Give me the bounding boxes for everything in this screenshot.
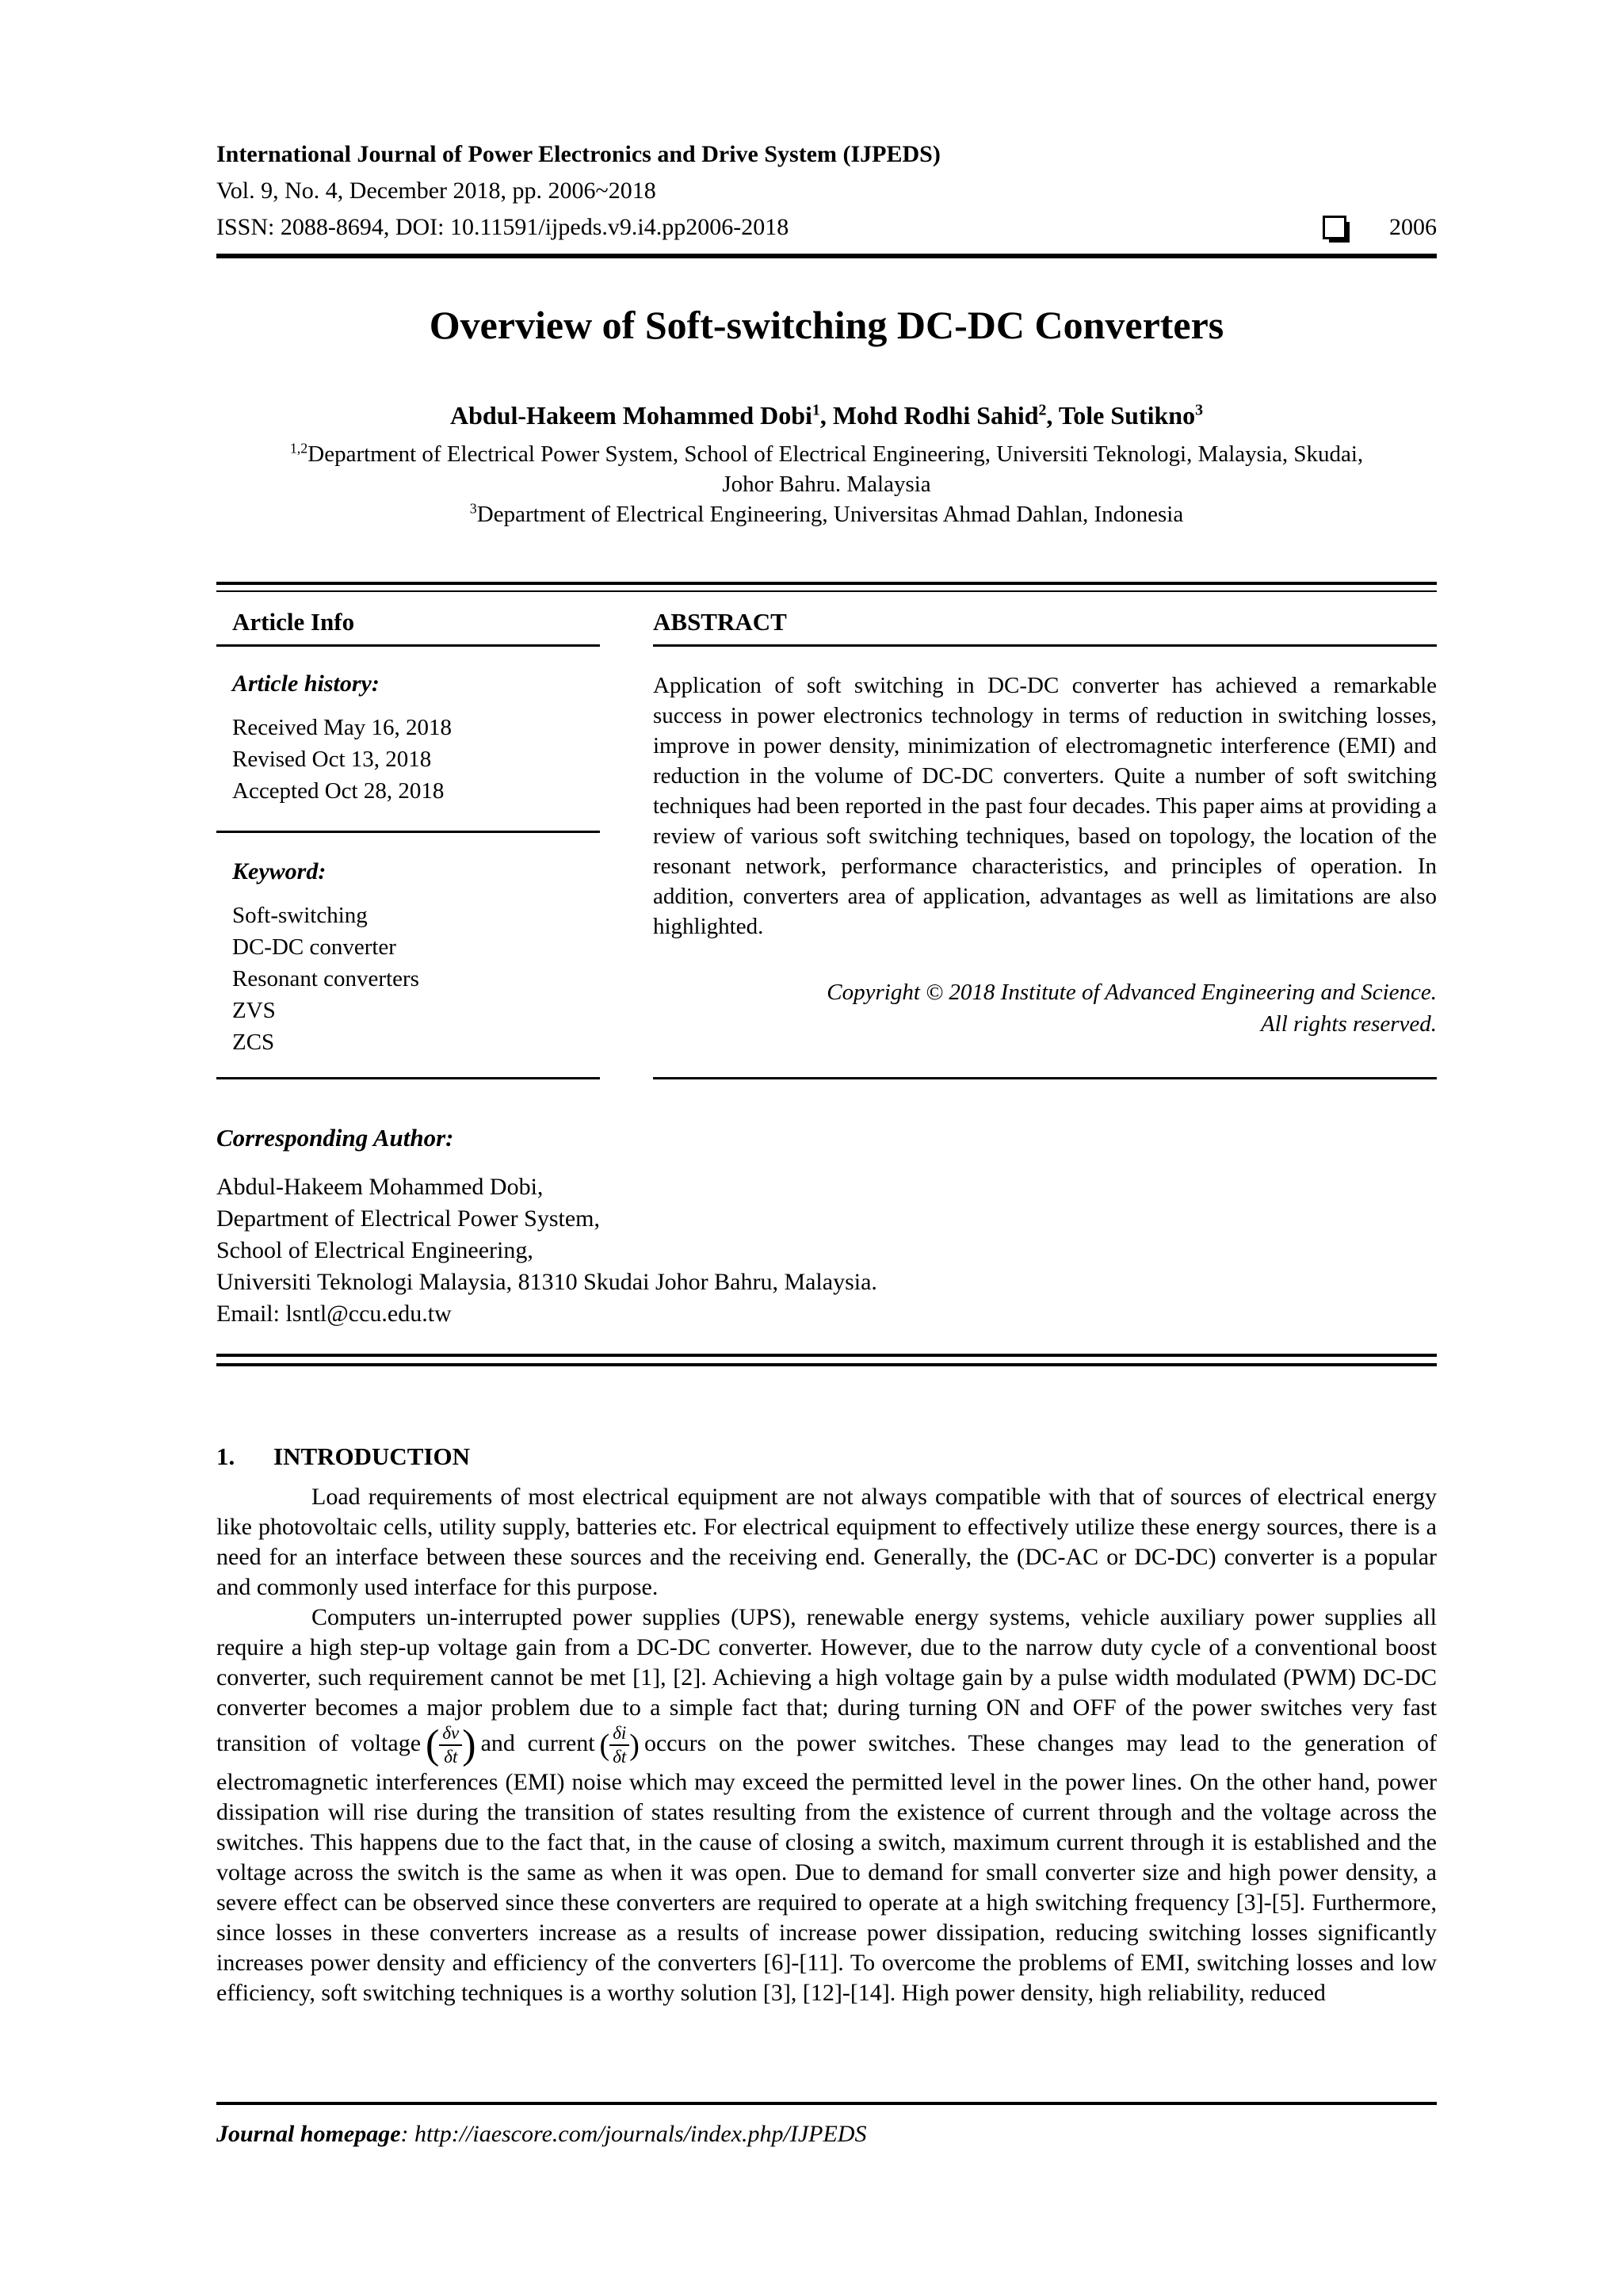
affiliation-text: Department of Electrical Power System, School of Electrical Engineering, Universiti Teknologi, Malaysia, Skudai, bbox=[307, 441, 1364, 467]
fraction-denominator: δt bbox=[613, 1747, 627, 1767]
paper-title: Overview of Soft-switching DC-DC Converters bbox=[429, 303, 1224, 347]
delta-i-over-delta-t-fraction bbox=[609, 1723, 629, 1767]
delta-v-over-delta-t-fraction bbox=[439, 1723, 462, 1767]
history-item-accepted: Accepted Oct 28, 2018 bbox=[232, 778, 445, 804]
article-info-column bbox=[216, 592, 600, 1079]
journal-name: International Journal of Power Electronics and Drive System (IJPEDS) bbox=[216, 141, 941, 167]
page-footer bbox=[216, 2102, 1437, 2148]
affiliation-text: Department of Electrical Engineering, Universitas Ahmad Dahlan, Indonesia bbox=[476, 502, 1184, 527]
keyword-item: DC-DC converter bbox=[232, 934, 396, 960]
author-superscript: 3 bbox=[1195, 401, 1203, 419]
keyword-list bbox=[216, 900, 600, 1077]
corresponding-author-details bbox=[216, 1171, 1437, 1330]
article-history-label: Article history: bbox=[232, 670, 380, 697]
journal-homepage-line bbox=[216, 2121, 1437, 2148]
issn-doi-line: ISSN: 2088-8694, DOI: 10.11591/ijpeds.v9.i4.pp2006-2018 bbox=[216, 214, 789, 240]
corresponding-author-university: Universiti Teknologi Malaysia, 81310 Skudai Johor Bahru, Malaysia. bbox=[216, 1269, 877, 1295]
author-separator: , bbox=[1046, 401, 1059, 430]
corresponding-author-heading: Corresponding Author: bbox=[216, 1124, 454, 1152]
close-paren: ) bbox=[462, 1722, 476, 1767]
intro-paragraph-1: Load requirements of most electrical equipment are not always compatible with that of sources of electrical energy like photovoltaic cells, utility supply, batteries etc. For electrical equipment to effectively utilize these energy sources, there is a need for an interface between these sources and the receiving end. Generally, the (DC-AC or DC-DC) converter is a popular and commonly used interface for this purpose. bbox=[216, 1484, 1437, 1600]
author-superscript: 1 bbox=[812, 401, 820, 419]
affiliation-1-line-2 bbox=[216, 469, 1437, 499]
journal-homepage-url: http://iaescore.com/journals/index.php/IJPEDS bbox=[414, 2121, 867, 2147]
paragraph-text: and current bbox=[480, 1729, 595, 1756]
journal-homepage-label: Journal homepage bbox=[216, 2121, 401, 2147]
journal-homepage-separator: : bbox=[400, 2121, 415, 2147]
corresponding-author-name: Abdul-Hakeem Mohammed Dobi, bbox=[216, 1174, 544, 1200]
copyright-notice bbox=[653, 976, 1437, 1062]
header-rule bbox=[216, 254, 1437, 258]
affiliation-2 bbox=[216, 499, 1437, 529]
column-gutter bbox=[600, 592, 653, 1079]
paragraph-text: occurs on the power switches. These changes may lead to the generation of electromagnetic interferences (EMI) noise which may exceed the permitted level in the power lines. On the other hand, power dissipation will rise during the transition of states resulting from the existence of current through and the voltage across the switches. This happens due to the fact that, in the cause of closing a switch, maximum current through it is established and the voltage across the switch is the same as when it was open. Due to demand for small converter size and high power density, a severe effect can be observed since these converters are required to operate at a high switching frequency [3]-[5]. Furthermore, since losses in these converters increase as a results of increase power dissipation, reducing switching losses significantly increases power density and efficiency of the converters [6]-[11]. To overcome the problems of EMI, switching losses and low efficiency, soft switching techniques is a worthy solution [3], [12]-[14]. High power density, high reliability, reduced bbox=[216, 1729, 1437, 2006]
section-title: INTRODUCTION bbox=[273, 1442, 471, 1470]
page-content bbox=[216, 0, 1437, 2008]
corresponding-author-section bbox=[216, 1124, 1437, 1366]
table-top-double-rule bbox=[216, 582, 1437, 592]
author-superscript: 2 bbox=[1038, 401, 1047, 419]
page-number: 2006 bbox=[1389, 214, 1437, 240]
page-number-group bbox=[1323, 209, 1437, 246]
fraction-numerator: δi bbox=[609, 1723, 629, 1746]
affiliation-text: Johor Bahru. Malaysia bbox=[722, 472, 931, 497]
author-name: Mohd Rodhi Sahid bbox=[832, 401, 1039, 430]
paragraph-text: Computers un-interrupted power supplies (UPS), renewable energy systems, vehicle auxiliary power supplies all require a high step-up voltage gain from a DC-DC converter. However, due to the narrow duty cycle of a conventional boost converter, such requirement cannot be met [1], [2]. Achieving a high voltage gain by a pulse width modulated (PWM) DC-DC converter becomes a major problem due to a simple fact that; during turning ON and OFF of the power switches very fast transition of voltage bbox=[216, 1604, 1437, 1756]
keyword-item: Resonant converters bbox=[232, 966, 419, 991]
copyright-line-2: All rights reserved. bbox=[1260, 1011, 1437, 1037]
abstract-heading: ABSTRACT bbox=[653, 592, 1437, 647]
keyword-item: ZCS bbox=[232, 1030, 275, 1055]
corresponding-author-school: School of Electrical Engineering, bbox=[216, 1237, 533, 1263]
section-number: 1. bbox=[216, 1442, 235, 1470]
history-item-received: Received May 16, 2018 bbox=[232, 715, 453, 740]
affiliation-1-line-1 bbox=[216, 439, 1437, 469]
open-paren: ( bbox=[599, 1729, 610, 1762]
authors-line bbox=[216, 398, 1437, 433]
article-info-table bbox=[216, 582, 1437, 1079]
issn-doi-row bbox=[216, 209, 1437, 246]
intro-paragraph-2 bbox=[216, 1603, 1437, 2008]
author-name: Abdul-Hakeem Mohammed Dobi bbox=[450, 401, 812, 430]
affiliation-superscript: 1,2 bbox=[289, 440, 308, 457]
page-header bbox=[216, 136, 1437, 258]
corresponding-author-department: Department of Electrical Power System, bbox=[216, 1205, 601, 1232]
fraction-numerator: δv bbox=[439, 1723, 462, 1746]
keyword-label: Keyword: bbox=[232, 858, 327, 884]
keyword-item: Soft-switching bbox=[232, 903, 368, 928]
section-heading bbox=[216, 1442, 1437, 1471]
abstract-column bbox=[653, 592, 1437, 1079]
fraction-denominator: δt bbox=[444, 1747, 458, 1767]
table-columns bbox=[216, 592, 1437, 1079]
introduction-section bbox=[216, 1442, 1437, 2008]
shadowed-square-icon bbox=[1323, 216, 1346, 239]
author-name: Tole Sutikno bbox=[1058, 401, 1196, 430]
abstract-text: Application of soft switching in DC-DC converter has achieved a remarkable success in power electronics technology in terms of reduction in switching losses, improve in power density, minimization of electromagnetic interference (EMI) and reduction in the volume of DC-DC converters. Quite a number of soft switching techniques had been reported in the past four decades. This paper aims at providing a review of various soft switching techniques, based on topology, the location of the resonant network, performance characteristics, and principles of operation. In addition, converters area of application, advantages as well as limitations are also highlighted. bbox=[653, 673, 1437, 939]
affiliations bbox=[216, 439, 1437, 529]
volume-issue-line: Vol. 9, No. 4, December 2018, pp. 2006~2018 bbox=[216, 178, 656, 204]
section-bottom-double-rule bbox=[216, 1354, 1437, 1366]
affiliation-superscript: 3 bbox=[469, 500, 477, 517]
corresponding-author-email: Email: lsntl@ccu.edu.tw bbox=[216, 1301, 452, 1327]
open-paren: ( bbox=[426, 1722, 440, 1767]
keyword-item: ZVS bbox=[232, 998, 276, 1023]
copyright-line-1: Copyright © 2018 Institute of Advanced Engineering and Science. bbox=[827, 980, 1437, 1005]
history-item-revised: Revised Oct 13, 2018 bbox=[232, 747, 432, 772]
author-separator: , bbox=[819, 401, 833, 430]
article-info-heading: Article Info bbox=[216, 592, 600, 647]
close-paren: ) bbox=[629, 1729, 640, 1762]
article-history-list bbox=[216, 712, 600, 807]
keyword-separator-rule bbox=[216, 831, 600, 833]
